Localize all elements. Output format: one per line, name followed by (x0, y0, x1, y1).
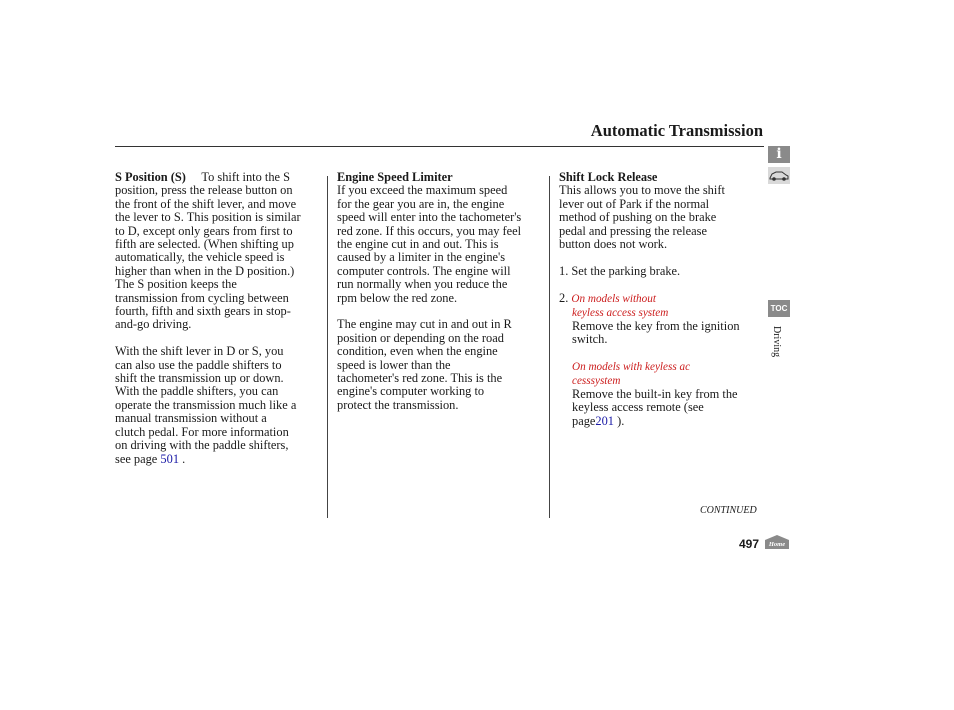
page-title: Automatic Transmission (590, 121, 763, 140)
paddle-shifter-para: With the shift lever in D or S, you can also use the paddle shifters to shift the transmission up or down. With the paddle shifters, you can operate the transmission much like a manual transmission without a clutch pedal. For more information on driving with the paddle shifters, see page 501 . (115, 344, 297, 466)
header-rule (115, 146, 764, 147)
column-engine-speed-limiter (337, 171, 545, 412)
home-icon[interactable] (764, 534, 790, 550)
page-201-link[interactable]: 201 (595, 413, 614, 428)
page-501-link[interactable]: 501 (160, 451, 180, 466)
engine-limiter-para2: The engine may cut in and out in R position or depending on the road condition, even when the engine speed is lower than the tachometer's red zone. This is the engine's computer working to protect the transmission. (337, 317, 512, 412)
column-divider (549, 176, 550, 518)
car-icon[interactable] (768, 167, 790, 184)
continued-label: CONTINUED (700, 505, 757, 516)
engine-speed-limiter-heading: Engine Speed Limiter (337, 170, 453, 184)
home-label: Home (768, 541, 786, 548)
s-position-heading: S Position (S) (115, 170, 186, 184)
step-2: 2. On models without keyless access system Remove the key from the ignition switch. (559, 290, 740, 347)
column-s-position (115, 171, 320, 466)
model-note-without-keyless: On models without (571, 292, 656, 305)
page-number: 497 (739, 537, 760, 551)
toc-button[interactable]: TOC (768, 300, 790, 317)
shift-lock-intro: This allows you to move the shift lever out of Park if the normal method of pushing on the brake pedal and pressing the release button does not work. (559, 183, 725, 252)
info-icon[interactable]: i (768, 146, 790, 163)
step-1: 1. Set the parking brake. (559, 263, 681, 278)
s-position-para1: S Position (S) To shift into the S position, press the release button on the front of the shift lever, and move the lever to S. This position is similar to D, except only gears from first to fifth are selected. (When shifting up automatically, the vehicle speed is higher than when in the D position.) The S position keeps the transmission from cycling between fourth, fifth and sixth gears in stop- and-go driving. (115, 170, 301, 332)
engine-limiter-para1: If you exceed the maximum speed for the gear you are in, the engine speed will enter into the tachometer's red zone. If this occurs, you may feel the engine cut in and out. This is caused by a limiter in the engine's computer controls. The engine will run normally when you reduce the rpm below the red zone. (337, 183, 522, 305)
model-note-with-keyless: On models with keyless ac (572, 360, 691, 373)
column-divider (327, 176, 328, 518)
column-shift-lock-release (559, 171, 759, 428)
shift-lock-release-heading: Shift Lock Release (559, 170, 658, 184)
section-tab-driving: Driving (771, 326, 782, 358)
step-2-keyless: On models with keyless ac cesssystem Remove the built-in key from the keyless access remote (see page201 ). (572, 360, 738, 428)
